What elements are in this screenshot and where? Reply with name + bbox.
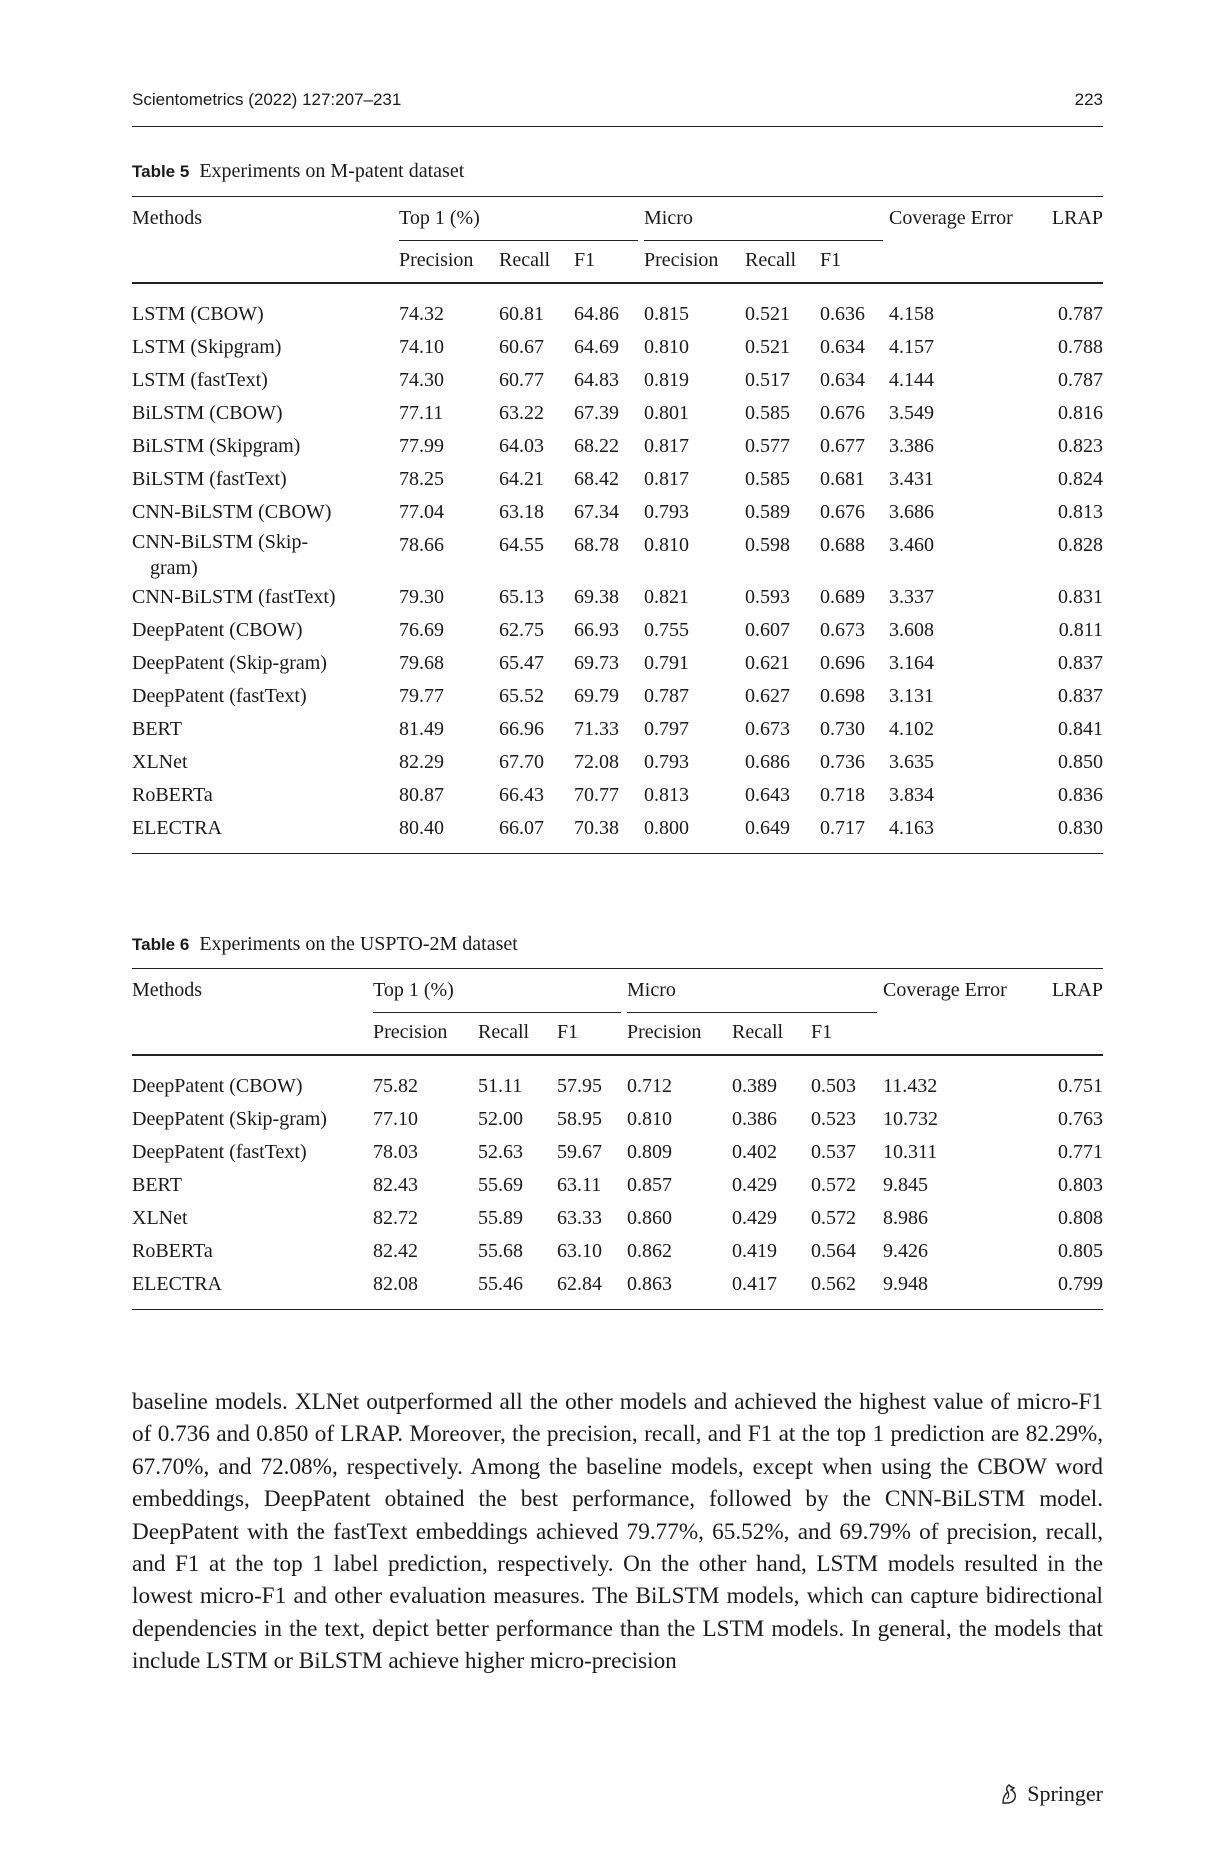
micro-recall-cell: 0.589 bbox=[745, 500, 790, 523]
micro-f1-cell: 0.503 bbox=[811, 1074, 856, 1097]
top1-f1-cell: 68.22 bbox=[574, 434, 619, 457]
top1-precision-cell: 77.99 bbox=[399, 434, 444, 457]
lrap-cell: 0.831 bbox=[1058, 585, 1103, 608]
micro-f1-cell: 0.673 bbox=[820, 618, 865, 641]
top1-precision-cell: 80.87 bbox=[399, 783, 444, 806]
micro-f1-cell: 0.718 bbox=[820, 783, 865, 806]
micro-precision-cell: 0.863 bbox=[627, 1272, 672, 1295]
lrap-cell: 0.836 bbox=[1058, 783, 1103, 806]
micro-precision-cell: 0.712 bbox=[627, 1074, 672, 1097]
publisher-footer bbox=[997, 1781, 1103, 1807]
t6-header-coverage: Coverage Error bbox=[883, 979, 1007, 1001]
micro-precision-cell: 0.800 bbox=[644, 816, 689, 839]
table-row bbox=[132, 1169, 1103, 1202]
coverage-error-cell: 3.608 bbox=[889, 618, 934, 641]
top1-recall-cell: 64.03 bbox=[499, 434, 544, 457]
t6-sub-micro-f1: F1 bbox=[811, 1020, 833, 1043]
t5-sub-f1: F1 bbox=[574, 248, 596, 271]
top1-recall-cell: 66.96 bbox=[499, 717, 544, 740]
table6-body bbox=[132, 1055, 1103, 1310]
lrap-cell: 0.808 bbox=[1058, 1206, 1103, 1229]
micro-precision-cell: 0.817 bbox=[644, 467, 689, 490]
method-cell: XLNet bbox=[132, 750, 188, 773]
method-cell: LSTM (CBOW) bbox=[132, 302, 264, 325]
table-row bbox=[132, 713, 1103, 746]
table-row bbox=[132, 463, 1103, 496]
t5-header-top1: Top 1 (%) bbox=[399, 197, 644, 241]
method-cell: BiLSTM (fastText) bbox=[132, 467, 287, 490]
method-cell: DeepPatent (CBOW) bbox=[132, 618, 303, 641]
t5-sub-recall: Recall bbox=[499, 248, 551, 271]
lrap-cell: 0.828 bbox=[1058, 533, 1103, 556]
lrap-cell: 0.850 bbox=[1058, 750, 1103, 773]
top1-precision-cell: 77.11 bbox=[399, 401, 444, 424]
micro-recall-cell: 0.417 bbox=[732, 1272, 777, 1295]
top1-f1-cell: 66.93 bbox=[574, 618, 619, 641]
micro-f1-cell: 0.634 bbox=[820, 335, 865, 358]
micro-recall-cell: 0.402 bbox=[732, 1140, 777, 1163]
table-row bbox=[132, 283, 1103, 331]
micro-f1-cell: 0.698 bbox=[820, 684, 865, 707]
micro-recall-cell: 0.621 bbox=[745, 651, 790, 674]
top1-recall-cell: 60.67 bbox=[499, 335, 544, 358]
lrap-cell: 0.816 bbox=[1058, 401, 1103, 424]
top1-precision-cell: 81.49 bbox=[399, 717, 444, 740]
coverage-error-cell: 9.948 bbox=[883, 1272, 928, 1295]
top1-recall-cell: 67.70 bbox=[499, 750, 544, 773]
top1-precision-cell: 76.69 bbox=[399, 618, 444, 641]
top1-f1-cell: 63.33 bbox=[557, 1206, 602, 1229]
micro-f1-cell: 0.562 bbox=[811, 1272, 856, 1295]
t6-sub-f1: F1 bbox=[557, 1020, 579, 1043]
top1-f1-cell: 68.78 bbox=[574, 533, 619, 556]
top1-f1-cell: 58.95 bbox=[557, 1107, 602, 1130]
top1-precision-cell: 74.30 bbox=[399, 368, 444, 391]
top1-precision-cell: 79.68 bbox=[399, 651, 444, 674]
top1-recall-cell: 60.77 bbox=[499, 368, 544, 391]
micro-f1-cell: 0.717 bbox=[820, 816, 865, 839]
table-row bbox=[132, 1202, 1103, 1235]
top1-recall-cell: 60.81 bbox=[499, 302, 544, 325]
micro-recall-cell: 0.419 bbox=[732, 1239, 777, 1262]
top1-precision-cell: 82.29 bbox=[399, 750, 444, 773]
t6-sub-micro-recall: Recall bbox=[732, 1020, 784, 1043]
lrap-cell: 0.787 bbox=[1058, 368, 1103, 391]
table6-label: Table 6 bbox=[132, 935, 190, 954]
lrap-cell: 0.823 bbox=[1058, 434, 1103, 457]
micro-precision-cell: 0.797 bbox=[644, 717, 689, 740]
top1-f1-cell: 63.10 bbox=[557, 1239, 602, 1262]
micro-f1-cell: 0.634 bbox=[820, 368, 865, 391]
table-row bbox=[132, 331, 1103, 364]
table-row bbox=[132, 1055, 1103, 1103]
top1-f1-cell: 57.95 bbox=[557, 1074, 602, 1097]
coverage-error-cell: 9.426 bbox=[883, 1239, 928, 1262]
coverage-error-cell: 3.337 bbox=[889, 585, 934, 608]
top1-precision-cell: 78.03 bbox=[373, 1140, 418, 1163]
top1-f1-cell: 70.77 bbox=[574, 783, 619, 806]
method-cell: RoBERTa bbox=[132, 783, 213, 806]
lrap-cell: 0.813 bbox=[1058, 500, 1103, 523]
top1-precision-cell: 82.72 bbox=[373, 1206, 418, 1229]
t5-header-micro: Micro bbox=[644, 197, 889, 241]
top1-precision-cell: 74.32 bbox=[399, 302, 444, 325]
coverage-error-cell: 3.386 bbox=[889, 434, 934, 457]
table-row bbox=[132, 746, 1103, 779]
top1-precision-cell: 79.77 bbox=[399, 684, 444, 707]
coverage-error-cell: 3.431 bbox=[889, 467, 934, 490]
lrap-cell: 0.788 bbox=[1058, 335, 1103, 358]
top1-precision-cell: 82.43 bbox=[373, 1173, 418, 1196]
micro-recall-cell: 0.593 bbox=[745, 585, 790, 608]
top1-f1-cell: 64.69 bbox=[574, 335, 619, 358]
top1-recall-cell: 62.75 bbox=[499, 618, 544, 641]
t5-sub-micro-precision: Precision bbox=[644, 248, 719, 271]
coverage-error-cell: 4.158 bbox=[889, 302, 934, 325]
micro-f1-cell: 0.537 bbox=[811, 1140, 856, 1163]
coverage-error-cell: 3.164 bbox=[889, 651, 934, 674]
micro-precision-cell: 0.809 bbox=[627, 1140, 672, 1163]
micro-precision-cell: 0.857 bbox=[627, 1173, 672, 1196]
lrap-cell: 0.751 bbox=[1058, 1074, 1103, 1097]
micro-recall-cell: 0.389 bbox=[732, 1074, 777, 1097]
top1-recall-cell: 55.89 bbox=[478, 1206, 523, 1229]
top1-precision-cell: 77.10 bbox=[373, 1107, 418, 1130]
t6-sub-micro-precision: Precision bbox=[627, 1020, 702, 1043]
table6-title: Experiments on the USPTO-2M dataset bbox=[199, 933, 518, 955]
micro-recall-cell: 0.521 bbox=[745, 335, 790, 358]
table-row bbox=[132, 1235, 1103, 1268]
coverage-error-cell: 9.845 bbox=[883, 1173, 928, 1196]
micro-f1-cell: 0.681 bbox=[820, 467, 865, 490]
top1-f1-cell: 70.38 bbox=[574, 816, 619, 839]
table5-caption bbox=[132, 160, 464, 183]
table-row bbox=[132, 614, 1103, 647]
top1-recall-cell: 51.11 bbox=[478, 1074, 523, 1097]
method-cell: DeepPatent (fastText) bbox=[132, 684, 307, 707]
t6-header-micro: Micro bbox=[627, 969, 883, 1013]
micro-f1-cell: 0.736 bbox=[820, 750, 865, 773]
micro-precision-cell: 0.810 bbox=[627, 1107, 672, 1130]
t6-header-methods: Methods bbox=[132, 979, 202, 1001]
top1-precision-cell: 74.10 bbox=[399, 335, 444, 358]
coverage-error-cell: 3.131 bbox=[889, 684, 934, 707]
coverage-error-cell: 3.635 bbox=[889, 750, 934, 773]
method-cell: BiLSTM (CBOW) bbox=[132, 401, 283, 424]
lrap-cell: 0.805 bbox=[1058, 1239, 1103, 1262]
micro-f1-cell: 0.688 bbox=[820, 533, 865, 556]
table-row bbox=[132, 1103, 1103, 1136]
micro-f1-cell: 0.572 bbox=[811, 1173, 856, 1196]
micro-recall-cell: 0.521 bbox=[745, 302, 790, 325]
table-row bbox=[132, 812, 1103, 854]
top1-recall-cell: 64.21 bbox=[499, 467, 544, 490]
lrap-cell: 0.824 bbox=[1058, 467, 1103, 490]
method-cell: DeepPatent (CBOW) bbox=[132, 1074, 303, 1097]
coverage-error-cell: 10.311 bbox=[883, 1140, 938, 1163]
top1-recall-cell: 65.47 bbox=[499, 651, 544, 674]
table6-caption bbox=[132, 933, 518, 956]
lrap-cell: 0.841 bbox=[1058, 717, 1103, 740]
table-row bbox=[132, 430, 1103, 463]
micro-precision-cell: 0.791 bbox=[644, 651, 689, 674]
top1-f1-cell: 62.84 bbox=[557, 1272, 602, 1295]
micro-precision-cell: 0.819 bbox=[644, 368, 689, 391]
top1-f1-cell: 67.34 bbox=[574, 500, 619, 523]
micro-f1-cell: 0.636 bbox=[820, 302, 865, 325]
micro-recall-cell: 0.673 bbox=[745, 717, 790, 740]
top1-precision-cell: 82.42 bbox=[373, 1239, 418, 1262]
method-cell: BERT bbox=[132, 717, 182, 740]
table5-body bbox=[132, 283, 1103, 854]
publisher-name: Springer bbox=[1027, 1781, 1103, 1806]
table-row bbox=[132, 680, 1103, 713]
micro-precision-cell: 0.813 bbox=[644, 783, 689, 806]
top1-precision-cell: 79.30 bbox=[399, 585, 444, 608]
top1-precision-cell: 75.82 bbox=[373, 1074, 418, 1097]
header-rule bbox=[132, 126, 1103, 127]
micro-recall-cell: 0.429 bbox=[732, 1206, 777, 1229]
micro-recall-cell: 0.429 bbox=[732, 1173, 777, 1196]
lrap-cell: 0.837 bbox=[1058, 651, 1103, 674]
micro-recall-cell: 0.627 bbox=[745, 684, 790, 707]
table-row bbox=[132, 364, 1103, 397]
method-cell: ELECTRA bbox=[132, 816, 222, 839]
method-cell: DeepPatent (fastText) bbox=[132, 1140, 307, 1163]
t6-header-top1: Top 1 (%) bbox=[373, 969, 627, 1013]
t5-sub-micro-f1: F1 bbox=[820, 248, 842, 271]
springer-horse-icon bbox=[997, 1782, 1021, 1806]
method-cell: CNN-BiLSTM (Skip- gram) bbox=[132, 530, 309, 579]
table-row bbox=[132, 581, 1103, 614]
top1-recall-cell: 63.18 bbox=[499, 500, 544, 523]
micro-precision-cell: 0.821 bbox=[644, 585, 689, 608]
top1-f1-cell: 69.79 bbox=[574, 684, 619, 707]
top1-recall-cell: 65.13 bbox=[499, 585, 544, 608]
micro-precision-cell: 0.810 bbox=[644, 335, 689, 358]
method-cell: BERT bbox=[132, 1173, 182, 1196]
micro-recall-cell: 0.577 bbox=[745, 434, 790, 457]
table-row bbox=[132, 529, 1103, 581]
method-cell: DeepPatent (Skip-gram) bbox=[132, 651, 327, 674]
table-row bbox=[132, 1268, 1103, 1310]
micro-f1-cell: 0.689 bbox=[820, 585, 865, 608]
micro-precision-cell: 0.862 bbox=[627, 1239, 672, 1262]
micro-precision-cell: 0.793 bbox=[644, 500, 689, 523]
table5-title: Experiments on M-patent dataset bbox=[199, 160, 465, 182]
top1-f1-cell: 59.67 bbox=[557, 1140, 602, 1163]
table-row bbox=[132, 779, 1103, 812]
coverage-error-cell: 4.163 bbox=[889, 816, 934, 839]
t6-sub-precision: Precision bbox=[373, 1020, 448, 1043]
table5-label: Table 5 bbox=[132, 162, 190, 181]
method-cell: LSTM (Skipgram) bbox=[132, 335, 282, 358]
top1-f1-cell: 69.38 bbox=[574, 585, 619, 608]
micro-precision-cell: 0.755 bbox=[644, 618, 689, 641]
top1-precision-cell: 82.08 bbox=[373, 1272, 418, 1295]
micro-precision-cell: 0.860 bbox=[627, 1206, 672, 1229]
micro-recall-cell: 0.643 bbox=[745, 783, 790, 806]
micro-precision-cell: 0.787 bbox=[644, 684, 689, 707]
lrap-cell: 0.799 bbox=[1058, 1272, 1103, 1295]
page-number: 223 bbox=[1074, 90, 1103, 109]
coverage-error-cell: 4.102 bbox=[889, 717, 934, 740]
top1-recall-cell: 55.68 bbox=[478, 1239, 523, 1262]
coverage-error-cell: 3.834 bbox=[889, 783, 934, 806]
top1-precision-cell: 80.40 bbox=[399, 816, 444, 839]
coverage-error-cell: 3.460 bbox=[889, 533, 934, 556]
method-cell: BiLSTM (Skipgram) bbox=[132, 434, 301, 457]
top1-f1-cell: 71.33 bbox=[574, 717, 619, 740]
table6 bbox=[132, 968, 1103, 1310]
top1-precision-cell: 77.04 bbox=[399, 500, 444, 523]
method-cell: ELECTRA bbox=[132, 1272, 222, 1295]
micro-f1-cell: 0.572 bbox=[811, 1206, 856, 1229]
t5-sub-precision: Precision bbox=[399, 248, 474, 271]
top1-recall-cell: 66.07 bbox=[499, 816, 544, 839]
method-cell: CNN-BiLSTM (fastText) bbox=[132, 585, 336, 608]
top1-f1-cell: 63.11 bbox=[557, 1173, 602, 1196]
table-row bbox=[132, 496, 1103, 529]
t5-header-methods: Methods bbox=[132, 207, 202, 229]
top1-f1-cell: 72.08 bbox=[574, 750, 619, 773]
lrap-cell: 0.837 bbox=[1058, 684, 1103, 707]
coverage-error-cell: 11.432 bbox=[883, 1074, 938, 1097]
t5-header-lrap: LRAP bbox=[1051, 207, 1103, 229]
micro-f1-cell: 0.676 bbox=[820, 500, 865, 523]
micro-f1-cell: 0.676 bbox=[820, 401, 865, 424]
method-cell: CNN-BiLSTM (CBOW) bbox=[132, 500, 332, 523]
micro-precision-cell: 0.815 bbox=[644, 302, 689, 325]
micro-precision-cell: 0.817 bbox=[644, 434, 689, 457]
top1-recall-cell: 52.00 bbox=[478, 1107, 523, 1130]
top1-recall-cell: 55.46 bbox=[478, 1272, 523, 1295]
micro-recall-cell: 0.585 bbox=[745, 467, 790, 490]
top1-recall-cell: 66.43 bbox=[499, 783, 544, 806]
top1-recall-cell: 63.22 bbox=[499, 401, 544, 424]
body-paragraph: baseline models. XLNet outperformed all the other models and achieved the highest value of micro-F1 of 0.736 and 0.850 of LRAP. Moreover, the precision, recall, and F1 at the top 1 prediction are 82.29%, 67.70%, and 72.08%, respectively. Among the baseline models, except when using the CBOW word embeddings, DeepPatent obtained the best performance, followed by the CNN-BiLSTM model. DeepPatent with the fastText embeddings achieved 79.77%, 65.52%, and 69.79% of precision, recall, and F1 at the top 1 label prediction, respectively. On the other hand, LSTM models resulted in the lowest micro-F1 and other evaluation measures. The BiLSTM models, which can capture bidirectional dependencies in the text, depict better performance than the LSTM models. In general, the models that include LSTM or BiLSTM achieve higher micro-precision bbox=[132, 1389, 1103, 1675]
lrap-cell: 0.811 bbox=[1058, 618, 1103, 641]
micro-precision-cell: 0.801 bbox=[644, 401, 689, 424]
method-cell: RoBERTa bbox=[132, 1239, 213, 1262]
top1-precision-cell: 78.25 bbox=[399, 467, 444, 490]
micro-recall-cell: 0.386 bbox=[732, 1107, 777, 1130]
micro-f1-cell: 0.730 bbox=[820, 717, 865, 740]
micro-f1-cell: 0.523 bbox=[811, 1107, 856, 1130]
lrap-cell: 0.803 bbox=[1058, 1173, 1103, 1196]
method-cell: XLNet bbox=[132, 1206, 188, 1229]
top1-f1-cell: 69.73 bbox=[574, 651, 619, 674]
micro-precision-cell: 0.810 bbox=[644, 533, 689, 556]
coverage-error-cell: 3.686 bbox=[889, 500, 934, 523]
top1-f1-cell: 64.86 bbox=[574, 302, 619, 325]
table-row bbox=[132, 397, 1103, 430]
micro-recall-cell: 0.585 bbox=[745, 401, 790, 424]
micro-f1-cell: 0.696 bbox=[820, 651, 865, 674]
micro-recall-cell: 0.686 bbox=[745, 750, 790, 773]
method-cell: DeepPatent (Skip-gram) bbox=[132, 1107, 327, 1130]
table-row bbox=[132, 1136, 1103, 1169]
method-cell: LSTM (fastText) bbox=[132, 368, 268, 391]
table5 bbox=[132, 196, 1103, 854]
journal-citation: Scientometrics (2022) 127:207–231 bbox=[132, 90, 402, 109]
t6-header-lrap: LRAP bbox=[1051, 979, 1103, 1001]
coverage-error-cell: 8.986 bbox=[883, 1206, 928, 1229]
top1-recall-cell: 65.52 bbox=[499, 684, 544, 707]
lrap-cell: 0.763 bbox=[1058, 1107, 1103, 1130]
top1-precision-cell: 78.66 bbox=[399, 533, 444, 556]
top1-f1-cell: 64.83 bbox=[574, 368, 619, 391]
table-row bbox=[132, 647, 1103, 680]
micro-f1-cell: 0.564 bbox=[811, 1239, 856, 1262]
coverage-error-cell: 3.549 bbox=[889, 401, 934, 424]
top1-recall-cell: 52.63 bbox=[478, 1140, 523, 1163]
t5-header-coverage: Coverage Error bbox=[889, 207, 1013, 229]
t6-sub-recall: Recall bbox=[478, 1020, 530, 1043]
coverage-error-cell: 10.732 bbox=[883, 1107, 938, 1130]
micro-precision-cell: 0.793 bbox=[644, 750, 689, 773]
coverage-error-cell: 4.144 bbox=[889, 368, 934, 391]
lrap-cell: 0.787 bbox=[1058, 302, 1103, 325]
micro-recall-cell: 0.517 bbox=[745, 368, 790, 391]
coverage-error-cell: 4.157 bbox=[889, 335, 934, 358]
micro-recall-cell: 0.649 bbox=[745, 816, 790, 839]
top1-recall-cell: 55.69 bbox=[478, 1173, 523, 1196]
top1-recall-cell: 64.55 bbox=[499, 533, 544, 556]
lrap-cell: 0.771 bbox=[1058, 1140, 1103, 1163]
top1-f1-cell: 67.39 bbox=[574, 401, 619, 424]
lrap-cell: 0.830 bbox=[1058, 816, 1103, 839]
top1-f1-cell: 68.42 bbox=[574, 467, 619, 490]
t5-sub-micro-recall: Recall bbox=[745, 248, 797, 271]
micro-f1-cell: 0.677 bbox=[820, 434, 865, 457]
micro-recall-cell: 0.607 bbox=[745, 618, 790, 641]
micro-recall-cell: 0.598 bbox=[745, 533, 790, 556]
